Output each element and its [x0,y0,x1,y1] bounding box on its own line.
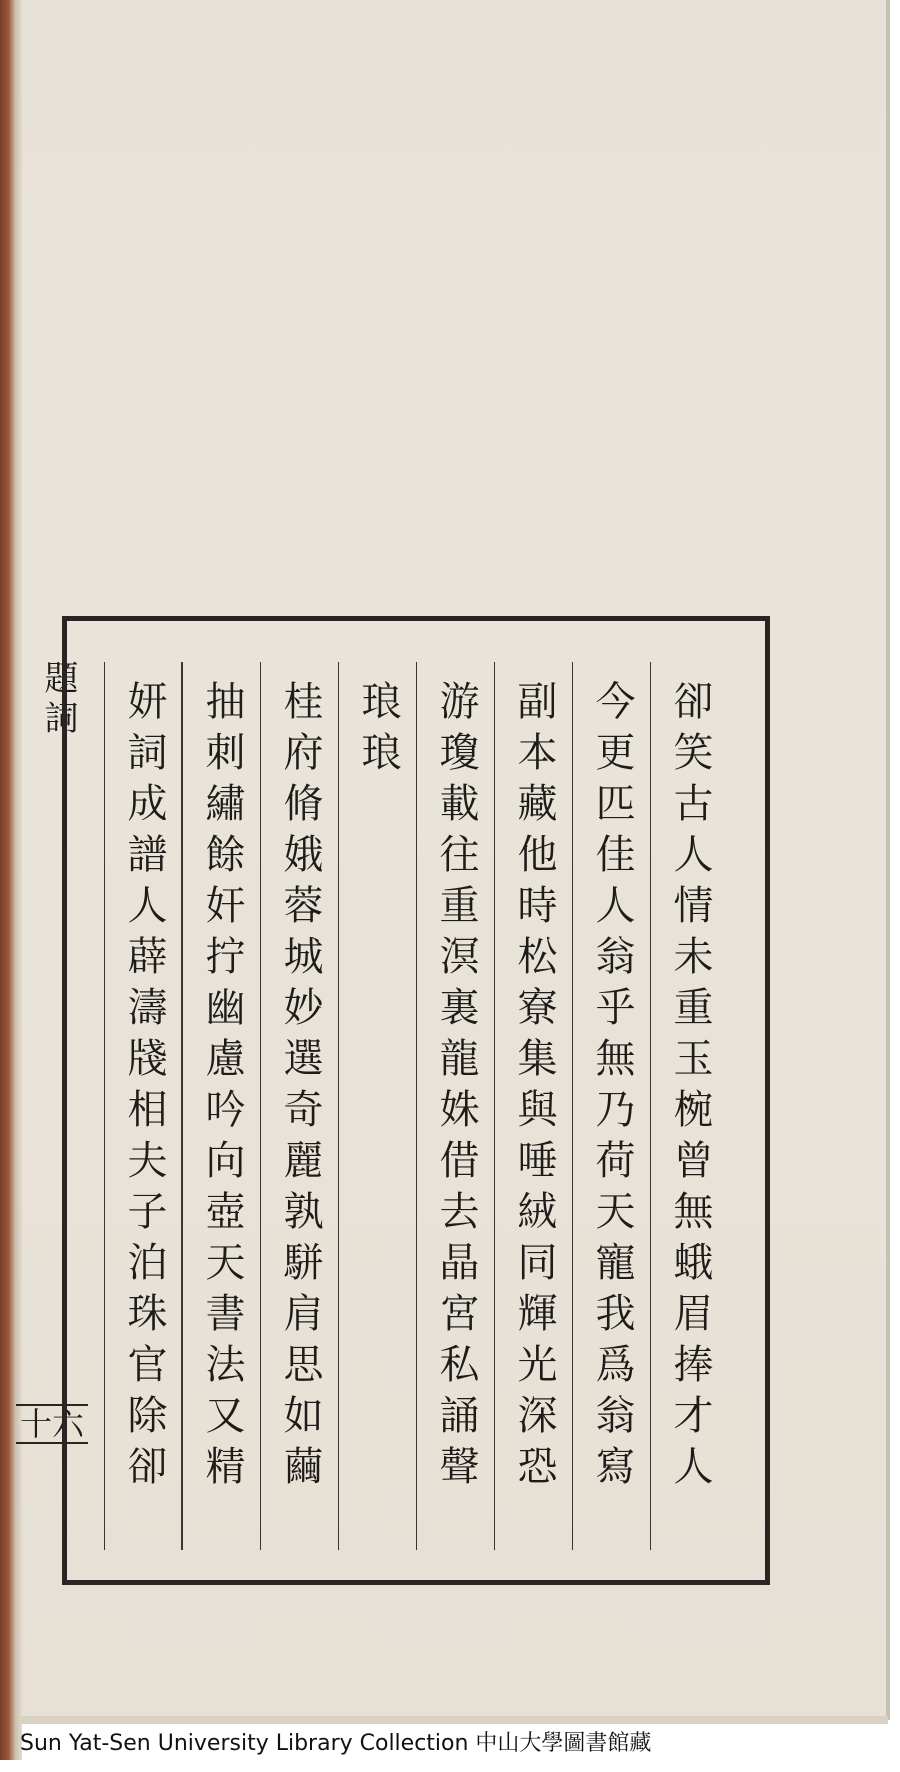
column-text: 妍詞成譜人薜濤牋相夫子泊珠官除卻 [121,680,167,1496]
library-caption: Sun Yat-Sen University Library Collection 中山大學圖書館藏 [20,1731,652,1756]
column-text: 卻笑古人情未重玉椀曾無蛾眉捧才人 [667,680,713,1496]
column-text: 抽刺繡餘奸拧幽慮吟向壺天書法又精 [199,680,245,1496]
margin-section-label: 題詞 [38,660,78,740]
leaf-number: 十六 [16,1404,88,1444]
text-column-7 [182,662,260,1550]
text-block [104,662,730,1550]
text-column-8 [104,662,182,1550]
text-column-1 [650,662,728,1550]
text-column-4 [416,662,494,1550]
page-bottom-edge [20,1716,888,1724]
text-column-5 [338,662,416,1550]
column-text: 琅琅 [355,680,401,782]
text-column-6 [260,662,338,1550]
text-column-3 [494,662,572,1550]
column-text: 游瓊載往重溟裏龍姝借去晶宮私誦聲 [433,680,479,1496]
column-text: 今更匹佳人翁乎無乃荷天寵我爲翁寫 [589,680,635,1496]
text-column-2 [572,662,650,1550]
book-spine-edge [0,0,22,1760]
column-text: 副本藏他時松寮集與唾絨同輝光深恐 [511,680,557,1496]
column-text: 桂府脩娥蓉城妙選奇麗孰駢肩思如繭 [277,680,323,1496]
